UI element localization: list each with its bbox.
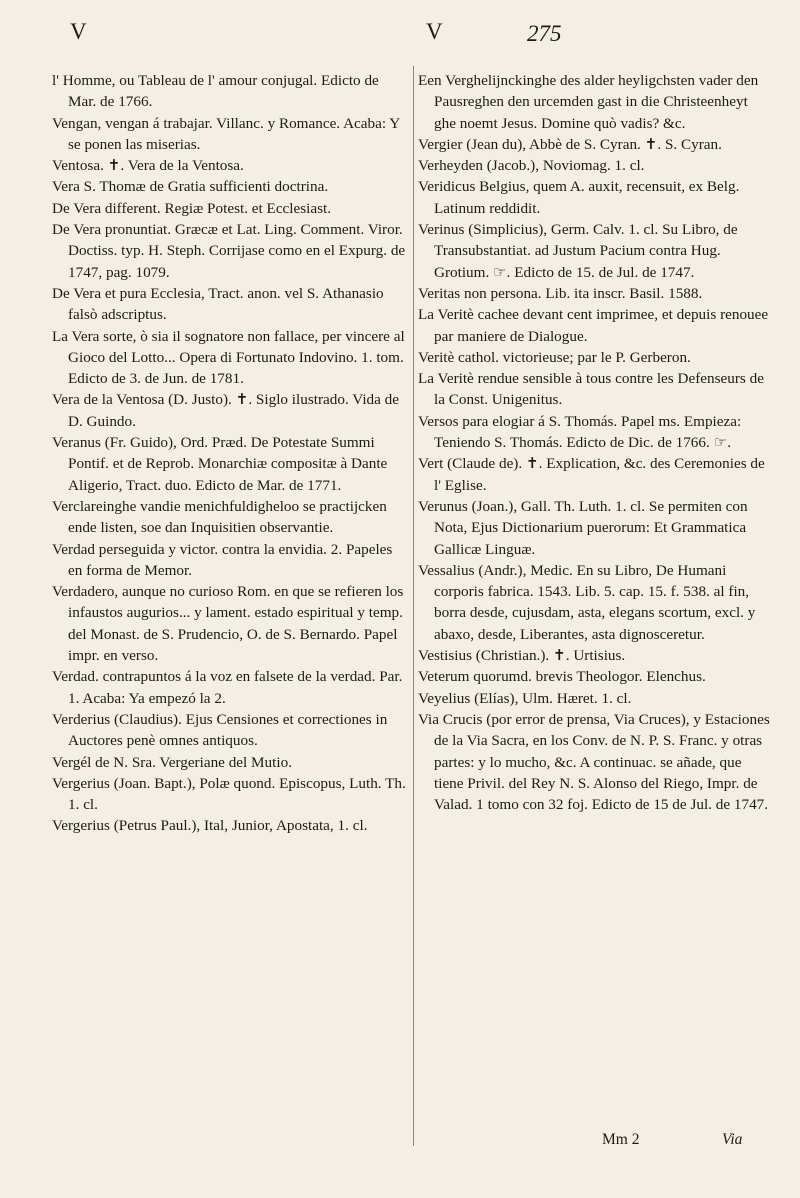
column-divider xyxy=(413,66,414,1146)
entry: l' Homme, ou Tableau de l' amour conjugal. Edicto de Mar. de 1766. xyxy=(52,72,379,111)
entry: Vergél de N. Sra. Vergeriane del Mutio. xyxy=(52,753,292,771)
entry: Verheyden (Jacob.), Noviomag. 1. cl. xyxy=(418,157,645,175)
entry: Versos para elogiar á S. Thomás. Papel ms. Empieza: Teniendo S. Thomás. Edicto de Dic. de 1766. ☞. xyxy=(418,412,742,452)
entry: De Vera et pura Ecclesia, Tract. anon. vel S. Athanasio falsò adscriptus. xyxy=(52,284,384,324)
entry: Veritè cathol. victorieuse; par le P. Gerberon. xyxy=(418,348,691,366)
entry: Verinus (Simplicius), Germ. Calv. 1. cl. Su Libro, de Transubstantiat. ad Justum Pacium contra Hug. Grotium. ☞. Edicto de 15. de Jul. de 1747. xyxy=(418,221,738,281)
running-head-right-letter: V xyxy=(426,19,443,44)
entry: Vengan, vengan á trabajar. Villanc. y Romance. Acaba: Y se ponen las miserias. xyxy=(52,114,400,153)
entry: Een Verghelijnckinghe des alder heyligchsten vader den Pausreghen den urcemden gast in die Christeenheyt ghe noemt Jesus. Domine quò vadis? &c. xyxy=(418,72,759,132)
entry: La Veritè rendue sensible à tous contre les Defenseurs de la Const. Unigenitus. xyxy=(418,370,764,409)
entry: La Veritè cachee devant cent imprimee, et depuis renouee par maniere de Dialogue. xyxy=(418,306,769,345)
entry: Via Crucis (por error de prensa, Via Cruces), y Estaciones de la Via Sacra, en los Conv. de N. P. S. Franc. y otras partes: y lo mucho, &c. A continuac. se añade, que tiene Privil. del Rey N. S. Alonso del Riego, Impr. de Valad. 1 tomo con 32 foj. Edicto de 15 de Jul. de 1747. xyxy=(418,710,770,814)
entry: De Vera different. Regiæ Potest. et Ecclesiast. xyxy=(52,199,332,217)
entry: Ventosa. ✝. Vera de la Ventosa. xyxy=(52,157,244,175)
entry: Vergerius (Joan. Bapt.), Polæ quond. Episcopus, Luth. Th. 1. cl. xyxy=(52,774,406,814)
entry: Verdadero, aunque no curioso Rom. en que se refieren los infaustos augurios... y lament. estado espiritual y temp. del Monast. de S. Prudencio, O. de S. Bernardo. Papel impr. en verso. xyxy=(52,583,404,665)
left-column xyxy=(52,70,408,837)
entry: Verclareinghe vandie menichfuldigheloo se practijcken ende listen, soe dan Inquisitien observantie. xyxy=(52,497,387,537)
entry: Veridicus Belgius, quem A. auxit, recensuit, ex Belg. Latinum reddidit. xyxy=(418,178,740,217)
entry: Vestisius (Christian.). ✝. Urtisius. xyxy=(418,647,626,665)
entry: Veranus (Fr. Guido), Ord. Præd. De Potestate Summi Pontif. et de Reprob. Monarchiæ compositæ à Dante Aligerio, Tract. duo. Edicto de Mar. de 1771. xyxy=(52,434,388,494)
entry: Vera S. Thomæ de Gratia sufficienti doctrina. xyxy=(52,178,329,196)
catchword: Via xyxy=(722,1131,743,1148)
entry: Vessalius (Andr.), Medic. En su Libro, De Humani corporis fabrica. 1543. Lib. 5. cap. 15. f. 538. al fin, borra desde, cujusdam, asta, elegans scortum, excl. y abaxo, desde, Liberantes, asta dignosceretur. xyxy=(418,561,756,643)
entry: Verunus (Joan.), Gall. Th. Luth. 1. cl. Se permiten con Nota, Ejus Dictionarium puerorum: Et Grammatica Gallicæ Linguæ. xyxy=(418,497,748,558)
running-head-left-letter: V xyxy=(70,19,87,44)
entry: Veritas non persona. Lib. ita inscr. Basil. 1588. xyxy=(418,284,703,302)
signature-mark: Mm 2 xyxy=(602,1131,640,1148)
page-number: 275 xyxy=(527,21,562,46)
entry: Vera de la Ventosa (D. Justo). ✝. Siglo ilustrado. Vida de D. Guindo. xyxy=(52,391,400,430)
entry: Vergerius (Petrus Paul.), Ital, Junior, Apostata, 1. cl. xyxy=(52,817,368,835)
entry: La Vera sorte, ò sia il sognatore non fallace, per vincere al Gioco del Lotto... Opera di Fortunato Indovino. 1. tom. Edicto de 3. de Jun. de 1781. xyxy=(52,327,405,388)
entry: Vert (Claude de). ✝. Explication, &c. des Ceremonies de l' Eglise. xyxy=(418,455,765,494)
entry: Verdad perseguida y victor. contra la envidia. 2. Papeles en forma de Memor. xyxy=(52,540,393,579)
entry: Verdad. contrapuntos á la voz en falsete de la verdad. Par. 1. Acaba: Ya empezó la 2. xyxy=(52,668,403,707)
entry: Vergier (Jean du), Abbè de S. Cyran. ✝. S. Cyran. xyxy=(418,135,722,153)
entry: Veyelius (Elías), Ulm. Hæret. 1. cl. xyxy=(418,689,632,707)
entry: De Vera pronuntiat. Græcæ et Lat. Ling. Comment. Viror. Doctiss. typ. H. Steph. Corrijase como en el Expurg. de 1747, pag. 1079. xyxy=(52,221,406,281)
entry: Verderius (Claudius). Ejus Censiones et correctiones in Auctores penè omnes antiquos. xyxy=(52,710,388,750)
right-column xyxy=(418,70,770,815)
entry: Veterum quorumd. brevis Theologor. Elenchus. xyxy=(418,668,706,686)
